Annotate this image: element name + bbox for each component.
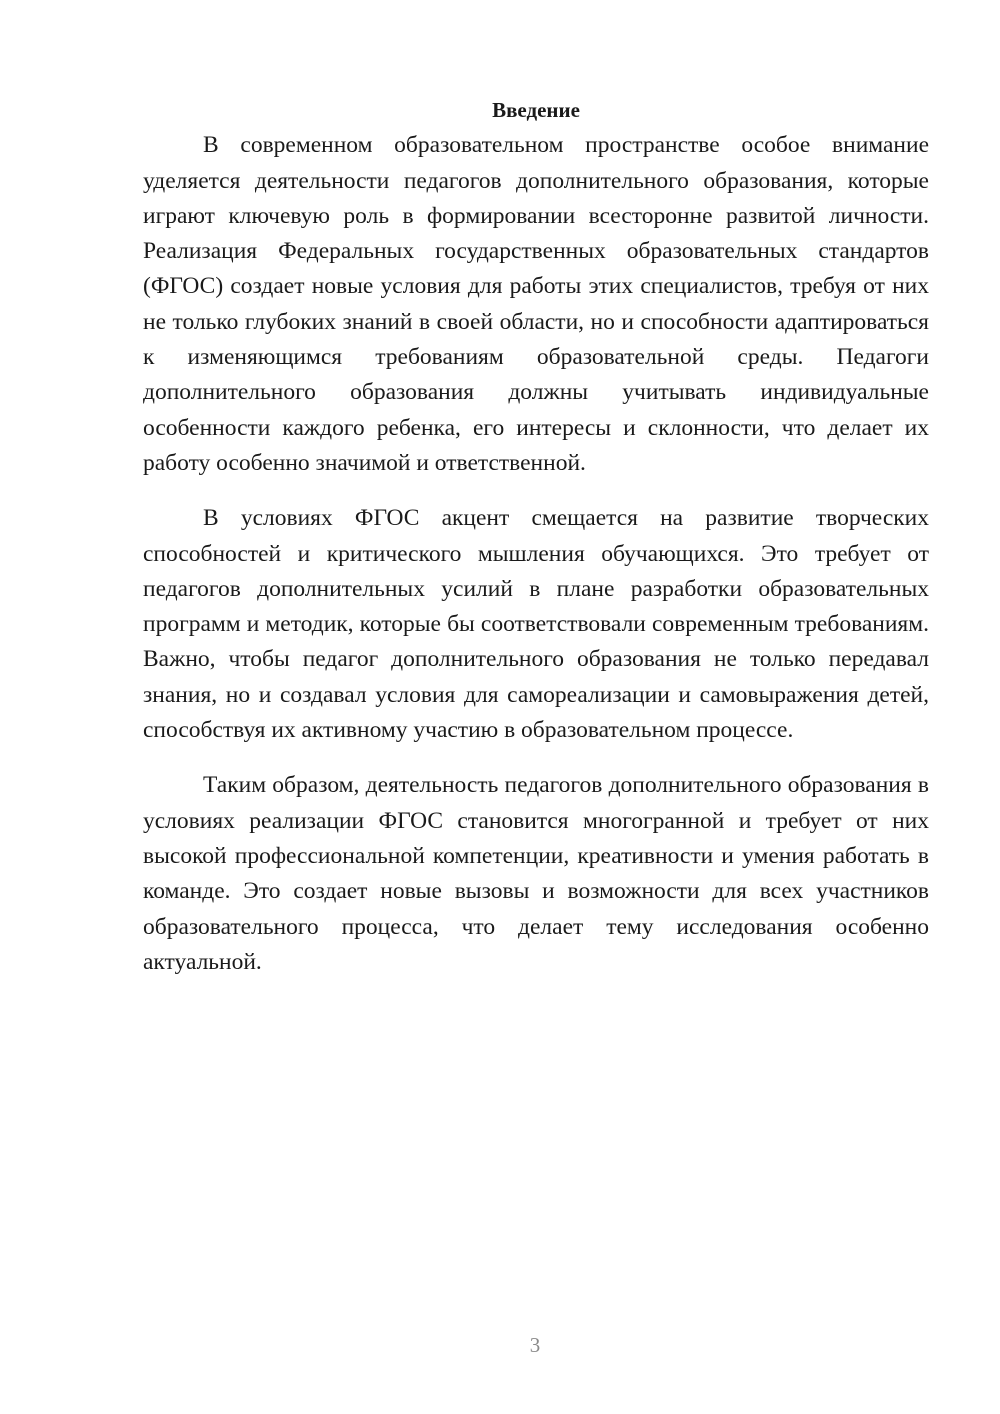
paragraph-2: В условиях ФГОС акцент смещается на развитие творческих способностей и критического мышления обучающихся. Это требует от педагогов дополнительных усилий в плане разработки образовательных программ и методик, которые бы соответствовали современным требованиям. Важно, чтобы педагог дополнительного образования не только передавал знания, но и создавал условия для самореализации и самовыражения детей, способствуя их активному участию в образовательном процессе. [143, 505, 929, 744]
paragraph-1: В современном образовательном пространстве особое внимание уделяется деятельности педагогов дополнительного образования, которые играют ключевую роль в формировании всесторонне развитой личности. Реализация Федеральных государственных образовательных стандартов (ФГОС) создает новые условия для работы этих специалистов, требуя от них не только глубоких знаний в своей области, но и способности адаптироваться к изменяющимся требованиям образовательной среды. Педагоги дополнительного образования должны учитывать индивидуальные особенности каждого ребенка, его интересы и склонности, что делает их работу особенно значимой и ответственной. [143, 132, 929, 476]
page-content [143, 93, 929, 980]
paragraph-3: Таким образом, деятельность педагогов дополнительного образования в условиях реализации ФГОС становится многогранной и требует от них высокой профессиональной компетенции, креативности и умения работать в команде. Это создает новые вызовы и возможности для всех участников образовательного процесса, что делает тему исследования особенно актуальной. [143, 772, 929, 975]
page-title: Введение [492, 98, 580, 122]
page-number: 3 [529, 1333, 541, 1357]
